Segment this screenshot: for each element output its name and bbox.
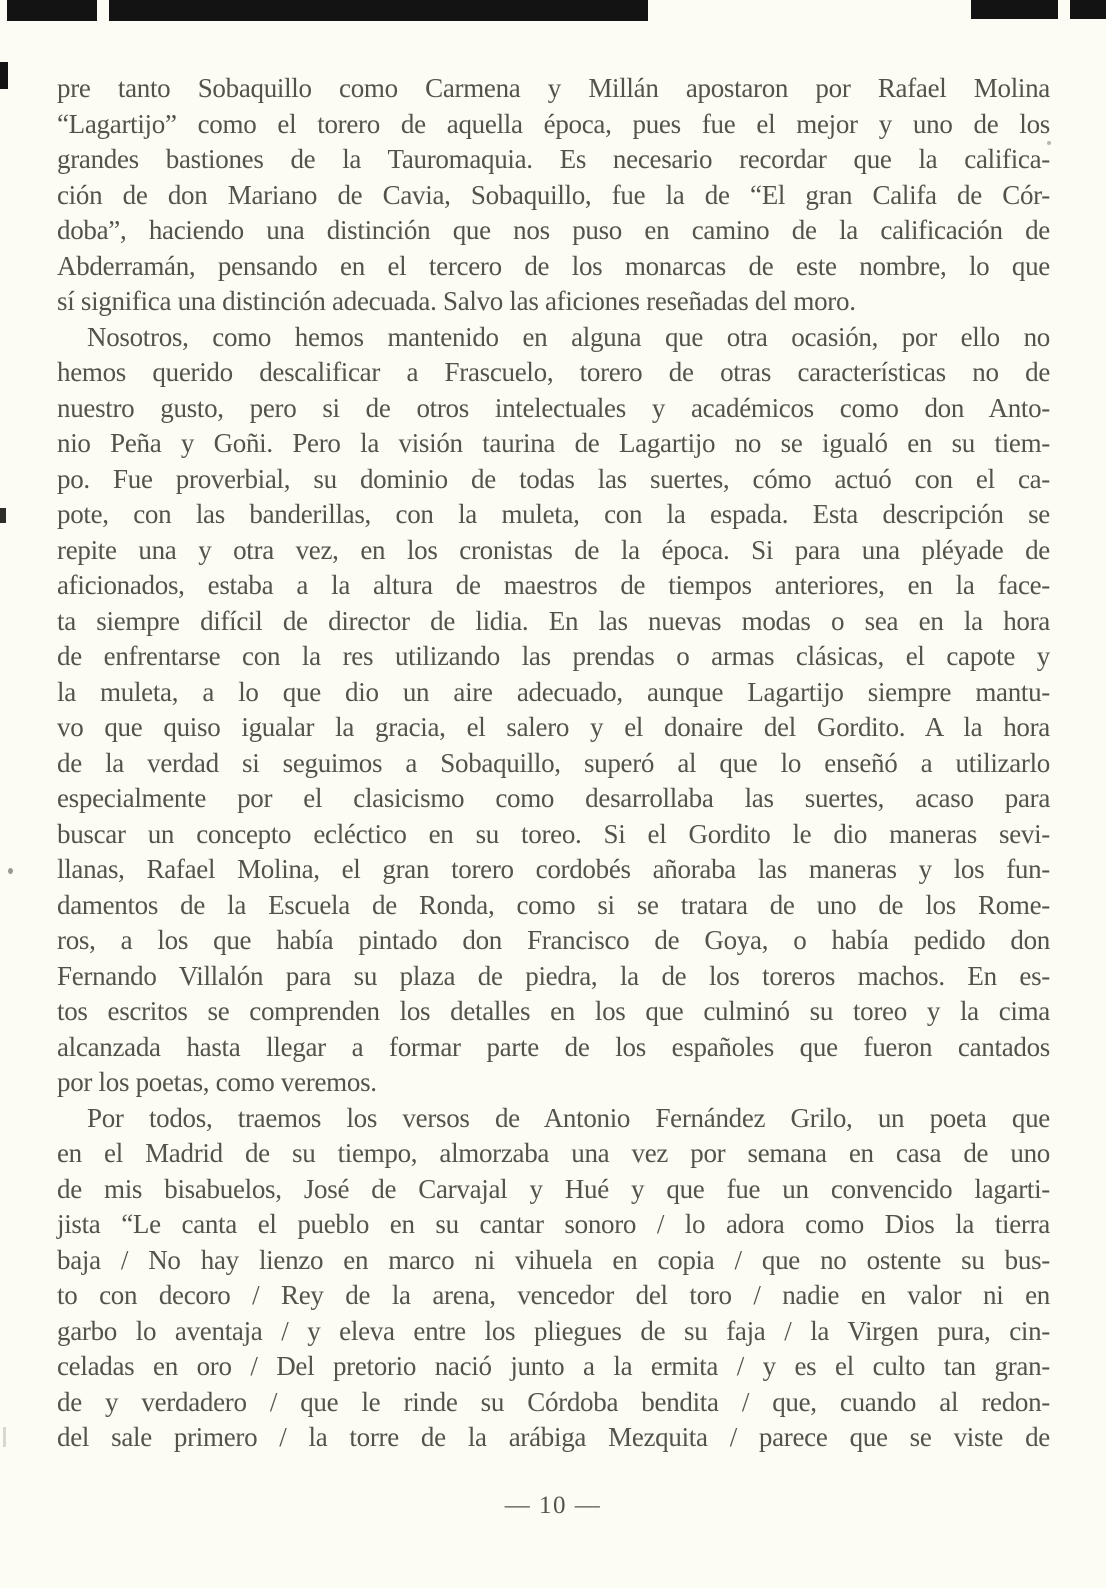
text-line: repite una y otra vez, en los cronistas de la época. Si para una pléyade de (57, 534, 1050, 565)
text-line: de la verdad si seguimos a Sobaquillo, superó al que lo enseñó a utilizarlo (57, 747, 1050, 778)
page-text (57, 71, 1050, 1456)
text-line: hemos querido descalificar a Frascuelo, torero de otras características no de (57, 357, 1050, 387)
text-line: nio Peña y Goñi. Pero la visión taurina de Lagartijo no se igualó en su tiem- (57, 428, 1050, 458)
text-line: buscar un concepto ecléctico en su toreo. Si el Gordito le dio maneras sevi- (57, 818, 1050, 849)
scan-artifact-speck (3, 1427, 6, 1447)
scan-artifact-band (7, 0, 97, 21)
scan-artifact-band (971, 0, 1058, 19)
text-line: baja / No hay lienzo en marco ni vihuela en copia / que no ostente su bus- (57, 1244, 1050, 1275)
text-line: jista “Le canta el pueblo en su cantar sonoro / lo adora como Dios la tierra (57, 1209, 1050, 1239)
page-number: — 10 — (504, 1492, 602, 1519)
text-line: vo que quiso igualar la gracia, el salero y el donaire del Gordito. A la hora (57, 712, 1050, 742)
scan-artifact-band (1070, 0, 1106, 19)
text-line: Nosotros, como hemos mantenido en alguna que otra ocasión, por ello no (87, 321, 1050, 352)
text-line: sí significa una distinción adecuada. Salvo las aficiones reseñadas del moro. (57, 286, 856, 316)
text-line: garbo lo aventaja / y eleva entre los pliegues de su faja / la Virgen pura, cin- (57, 1315, 1050, 1346)
text-line: por los poetas, como veremos. (57, 1067, 377, 1097)
text-line: llanas, Rafael Molina, el gran torero cordobés añoraba las maneras y los fun- (57, 854, 1050, 884)
text-line: grandes bastiones de la Tauromaquia. Es necesario recordar que la califica- (57, 144, 1050, 174)
text-line: especialmente por el clasicismo como desarrollaba las suertes, acaso para (57, 783, 1050, 813)
text-line: aficionados, estaba a la altura de maestros de tiempos anteriores, en la face- (57, 570, 1050, 600)
text-line: “Lagartijo” como el torero de aquella época, pues fue el mejor y uno de los (57, 108, 1050, 139)
scan-artifact-mark (0, 508, 6, 523)
scan-artifact-speck (8, 868, 13, 874)
text-line: celadas en oro / Del pretorio nació junto a la ermita / y es el culto tan gran- (57, 1351, 1050, 1381)
text-line: de enfrentarse con la res utilizando las prendas o armas clásicas, el capote y (57, 641, 1050, 671)
text-line: pre tanto Sobaquillo como Carmena y Millán apostaron por Rafael Molina (57, 73, 1050, 103)
text-line: pote, con las banderillas, con la muleta, con la espada. Esta descripción se (57, 499, 1050, 529)
text-line: ción de don Mariano de Cavia, Sobaquillo, fue la de “El gran Califa de Cór- (57, 179, 1050, 210)
text-line: to con decoro / Rey de la arena, vencedor del toro / nadie en valor ni en (57, 1280, 1050, 1310)
text-line: Fernando Villalón para su plaza de piedra, la de los toreros machos. En es- (57, 960, 1050, 991)
scan-artifact-mark (0, 62, 8, 89)
text-line: ros, a los que había pintado don Francisco de Goya, o había pedido don (57, 925, 1050, 955)
text-line: la muleta, a lo que dio un aire adecuado, aunque Lagartijo siempre mantu- (57, 676, 1050, 707)
text-line: Abderramán, pensando en el tercero de los monarcas de este nombre, lo que (57, 250, 1050, 281)
text-line: doba”, haciendo una distinción que nos puso en camino de la calificación de (57, 215, 1050, 245)
text-line: alcanzada hasta llegar a formar parte de los españoles que fueron cantados (57, 1031, 1050, 1062)
text-line: ta siempre difícil de director de lidia. En las nuevas modas o sea en la hora (57, 605, 1050, 636)
text-line: de y verdadero / que le rinde su Córdoba bendita / que, cuando al redon- (57, 1386, 1050, 1417)
text-line: Por todos, traemos los versos de Antonio Fernández Grilo, un poeta que (87, 1102, 1050, 1133)
text-line: po. Fue proverbial, su dominio de todas las suertes, cómo actuó con el ca- (57, 463, 1050, 494)
text-line: nuestro gusto, pero si de otros intelectuales y académicos como don Anto- (57, 392, 1050, 423)
text-line: en el Madrid de su tiempo, almorzaba una vez por semana en casa de uno (57, 1138, 1050, 1168)
text-line: del sale primero / la torre de la arábiga Mezquita / parece que se viste de (57, 1422, 1050, 1452)
scan-artifact-band (109, 0, 648, 21)
text-line: de mis bisabuelos, José de Carvajal y Hué y que fue un convencido lagarti- (57, 1173, 1050, 1204)
text-line: damentos de la Escuela de Ronda, como si se tratara de uno de los Rome- (57, 889, 1050, 920)
text-line: tos escritos se comprenden los detalles en los que culminó su toreo y la cima (57, 996, 1050, 1026)
